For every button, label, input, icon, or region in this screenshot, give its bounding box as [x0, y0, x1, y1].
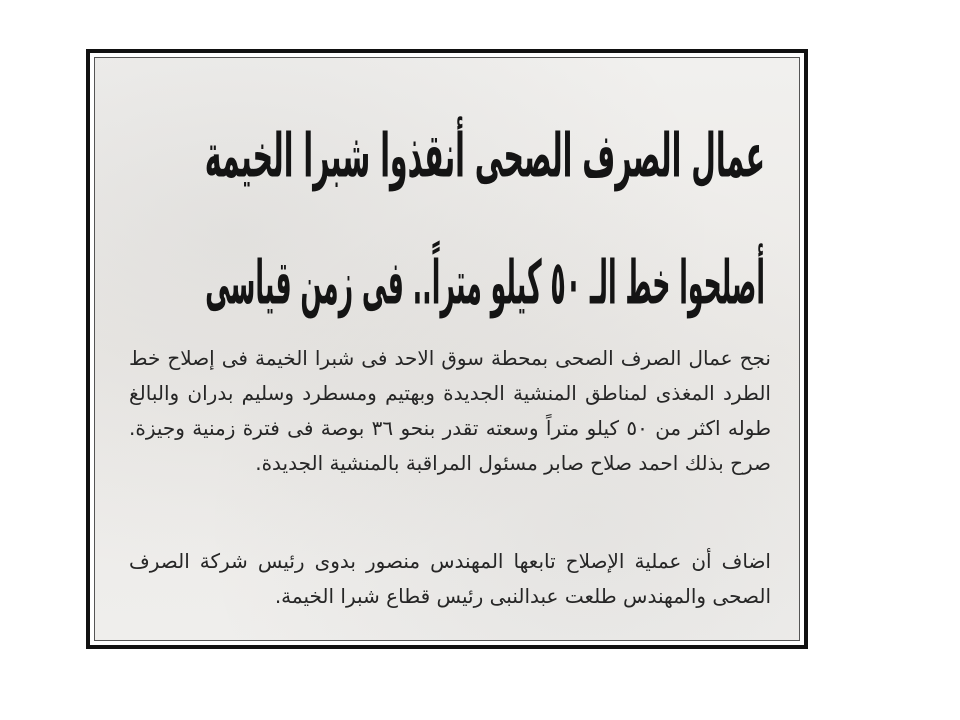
article-paragraph-2: اضاف أن عملية الإصلاح تابعها المهندس منصور بدوى رئيس شركة الصرف الصحى والمهندس طلعت عبدالنبى رئيس قطاع شبرا الخيمة.	[129, 549, 771, 608]
article-paragraph-1: نجح عمال الصرف الصحى بمحطة سوق الاحد فى شبرا الخيمة فى إصلاح خط الطرد المغذى لمناطق المنشية الجديدة وبهتيم ومسطرد وسليم بدران والبالغ طوله اكثر من ٥٠ كيلو متراً وسعته تقدر بنحو ٣٦ بوصة فى فترة زمنية وجيزة. صرح بذلك احمد صلاح صابر مسئول المراقبة بالمنشية الجديدة.	[129, 346, 772, 475]
newspaper-clipping	[94, 57, 800, 641]
headline-line-1: عمال الصرف الصحى أنقذوا شبرا الخيمة	[204, 119, 765, 192]
headline-line-2: أصلحوا خط الـ ٥٠ كيلو متراً.. فى زمن قياسى	[205, 246, 765, 319]
newspaper-clipping-frame	[86, 49, 808, 649]
